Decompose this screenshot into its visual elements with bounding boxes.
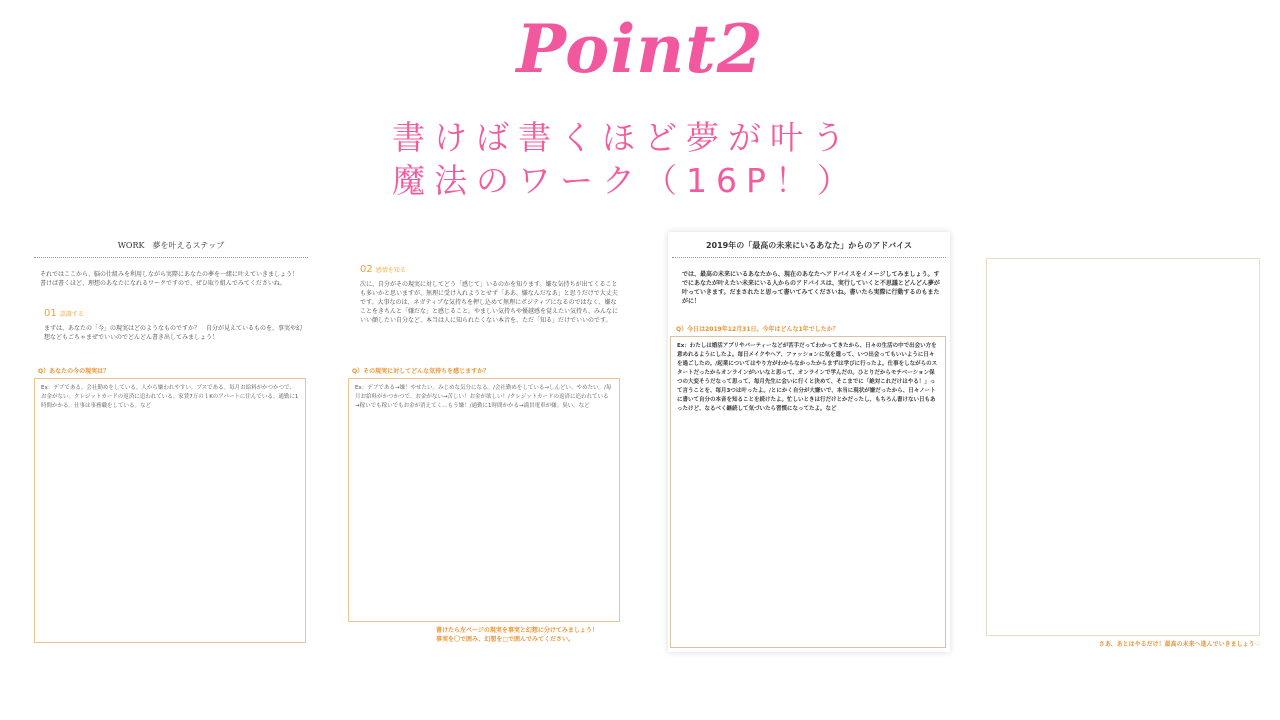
- instruction-line-1: 書けたら左ページの現実を事実と幻想に分けてみましょう！: [436, 627, 598, 634]
- headline-line-2: 魔法のワーク（16P！）: [392, 161, 859, 200]
- answer-box: [670, 336, 946, 648]
- intro-text: では、最高の未来にいるあなたから、現在のあなたへアドバイスをイメージしてみましょう。すでにあなたが叶えたい未来にいる人からのアドバイスは、実行していくと不思議とどんどん夢が叶っていきます。だまされたと思って書いてみてくださいね。書いたら実際に行動するのもまたがに！: [682, 271, 940, 305]
- page-title: 2019年の「最高の未来にいるあなた」からのアドバイス: [705, 241, 913, 250]
- section-label: 認識する: [59, 311, 84, 318]
- divider: [34, 257, 308, 258]
- example-text: Ex：デブである。会社勤めをしている。人から嫌われやすい。ブスである。毎月お給料がかつかつで、お金がない。クレジットカードの返済に追われている。家賃7万の１Kのアパートに住んでいる。通勤に1時間かかる。仕事は事務職をしている。など: [41, 385, 299, 409]
- answer-box: [348, 378, 620, 622]
- question: Q）今日は2019年12月31日。今年はどんな1年でしたか？: [676, 326, 839, 333]
- headline-line-1: 書けば書くほど夢が叶う: [392, 118, 854, 157]
- section-number: 01: [44, 308, 57, 319]
- section-label: 感情を知る: [375, 267, 406, 274]
- section-text: まずは、あなたの「今」の現実はどのようなものですか？ 自分が見えているものを、事実や幻想などもごちゃまぜでいいのでどんどん書き出してみましょう！: [44, 325, 303, 341]
- section-heading: [360, 264, 406, 275]
- closing-note: さあ、あとはやるだけ！最高の未来へ進んでいきましょう♡: [1098, 641, 1260, 648]
- answer-box: [34, 378, 306, 643]
- workbook-page-3: [668, 232, 950, 652]
- workbook-page-4: [984, 256, 1262, 652]
- example-text: Ex：デブである→嫌！やせたい。みじめな気分になる。/会社勤めをしている→しんどい。やめたい。/毎月お給料がかつかつで、お金がない→苦しい！お金が欲しい！/クレジットカードの返済に追われている→稼いでも稼いでもお金が消えてく…もう嫌！/通勤に1時間かかる→満員電車が嫌。臭い。など: [355, 385, 612, 409]
- question: Q）その現実に対してどんな気持ちを感じますか？: [352, 368, 490, 375]
- example-text: Ex：わたしは婚活アプリやパーティーなどが苦手だってわかってきたから、日々の生活の中で出会い方を意めれるようにしたよ。毎日メイクやヘア、ファッションに気を遣って、いつ出会ってもいいように日々を過ごしたの。/起業についてはやり方がわからなかったからまずは学びに行ったよ。仕事をしながらのスタートだったからオンラインがいいなと思って、オンラインで学んだの。ひとりだからモチベーション保つの大変そうだなって思って、毎月先生に会いに行くと決めて、そこまでに「絶対これだけはやる！」って言うことを、毎月3つは叶ったよ。/とにかく自分が大嫌いで、本当に現状が嫌だったから、日々ノートに書いて自分の本音を知ることを続けたよ。忙しいときは行だけとかだったし、もちろん書けない日もあったけど、なるべく継続して気づいたら習慣になってたよ。など: [677, 343, 938, 412]
- answer-box: [986, 258, 1260, 636]
- section-text: 次に、自分がその現実に対してどう「感じて」いるのかを知ります。嫌な気持ちが出てくることも多いかと思いますが、無理に受け入れようとせず「ああ、嫌なんだなあ」と思うだけで大丈夫です。大事なのは、ネガティブな気持ちを押し込めて無理にポジティブになるのではなく、嫌なことをきちんと「嫌だな」と感じること。やましい気持ちや優越感を覚えたい気持ち、みんなにいい顔したい自分など、本当は人に知られたくない本音を、ただ「知る」だけでいいのです。: [360, 281, 619, 324]
- workbook-page-1: [30, 232, 312, 652]
- question: Q）あなたの今の現実は？: [38, 368, 110, 375]
- point-title: Point2: [516, 10, 764, 88]
- intro-text: それではここから、脳の仕組みを利用しながら実際にあなたの夢を一緒に叶えていきましょう！ 書けば書くほど、理想のあなたになれるワークですので、ぜひ取り組んでみてくださいね。: [40, 271, 305, 287]
- section-heading: [44, 308, 84, 319]
- workbook-page-2: [344, 256, 626, 652]
- divider: [672, 257, 946, 258]
- page-title: WORK 夢を叶えるステップ: [117, 241, 225, 250]
- section-number: 02: [360, 264, 373, 275]
- instruction-note: [436, 626, 626, 644]
- instruction-line-2: 事実を〇で囲み、幻想を□で囲んでみてください。: [436, 636, 575, 643]
